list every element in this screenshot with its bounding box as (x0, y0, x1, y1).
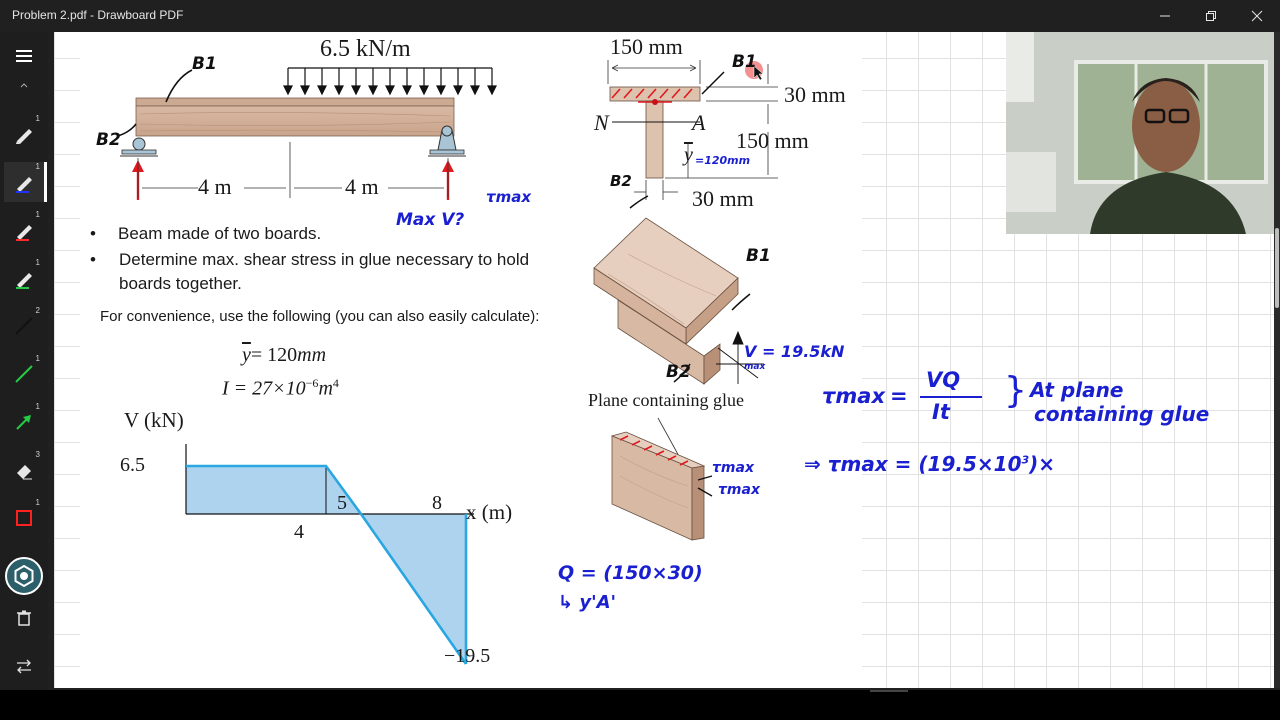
close-icon (1251, 10, 1263, 22)
rectangle-tool[interactable] (4, 498, 44, 538)
tool-badge: 3 (35, 450, 40, 459)
bullet-1: • Beam made of two boards. (90, 224, 322, 243)
restore-icon (1205, 10, 1217, 22)
bullet-dot: • (90, 250, 96, 269)
pen-icon (13, 171, 35, 193)
ink-b2-section: B2 (610, 172, 632, 190)
horizontal-scroll-indicator[interactable] (870, 690, 908, 692)
active-tool-indicator (44, 162, 47, 202)
sfd-positive-area (186, 466, 361, 514)
line-icon (13, 315, 35, 337)
span-right-label: 4 m (345, 174, 379, 199)
sfd-tick-6-5: 6.5 (120, 454, 145, 476)
webcam-feed-image (1006, 32, 1274, 234)
ink-ybar-value: =120mm (695, 154, 751, 167)
swap-button[interactable] (4, 646, 44, 686)
glue-caption: Plane containing glue (588, 390, 744, 410)
web (646, 101, 663, 178)
vertical-scrollbar[interactable] (1274, 32, 1280, 688)
tool-sidebar (0, 32, 48, 692)
collapse-toggle[interactable] (4, 78, 44, 92)
ink-vmax-subscript: max (744, 362, 766, 372)
pen-tool-green[interactable] (4, 258, 44, 298)
beam (136, 98, 454, 136)
sfd-ylabel: V (kN) (124, 408, 184, 432)
section-ybar: $\overline{y}$ (684, 144, 693, 166)
pen-icon (13, 123, 35, 145)
menu-button[interactable] (4, 36, 44, 76)
ink-tau-glue-1: τmax (712, 460, 754, 476)
glue-plane-figure (606, 416, 796, 546)
close-button[interactable] (1234, 0, 1280, 32)
minimize-button[interactable] (1142, 0, 1188, 32)
b1-leader (166, 70, 192, 102)
section-width-label: 150 mm (610, 34, 683, 59)
pen-icon (13, 219, 35, 241)
pen-tool-blue[interactable] (4, 162, 44, 202)
delete-button[interactable] (4, 598, 44, 638)
ink-q-sub: ↳ y'A' (558, 592, 617, 613)
swap-icon (15, 657, 33, 675)
scrollbar-thumb[interactable] (1275, 228, 1279, 308)
tool-badge: 1 (35, 114, 40, 123)
pin-support-left (120, 138, 158, 156)
tool-badge: 1 (35, 210, 40, 219)
webcam-overlay (1006, 32, 1274, 234)
distributed-load (284, 68, 496, 94)
pen-icon (13, 267, 35, 289)
section-web-label: 150 mm (736, 128, 809, 153)
tool-badge: 2 (35, 306, 40, 315)
sfd-tick-5: 5 (337, 492, 347, 514)
tool-badge: 1 (35, 258, 40, 267)
ruler-icon (4, 556, 44, 596)
restore-button[interactable] (1188, 0, 1234, 32)
pen-tool-white[interactable] (4, 114, 44, 154)
ink-eq1-lhs: τmax (822, 384, 885, 408)
rectangle-icon (13, 507, 35, 529)
glue-point (652, 99, 658, 105)
span-left-label: 4 m (198, 174, 232, 199)
arrow-tool[interactable] (4, 402, 44, 442)
eraser-icon (13, 459, 35, 481)
sfd-tick-4: 4 (294, 521, 304, 543)
shear-force-diagram (136, 408, 576, 688)
minimize-icon (1159, 10, 1171, 22)
ink-eq1-numerator: VQ (926, 368, 961, 392)
ink-eq1-equals: = (890, 384, 908, 408)
neutral-axis-a: A (692, 110, 706, 135)
load-label: 6.5 kN/m (320, 36, 411, 62)
window-title: Problem 2.pdf - Drawboard PDF (12, 8, 184, 22)
chevron-icon (19, 81, 29, 89)
tool-badge: 1 (35, 402, 40, 411)
ink-tau-max-top: τmax (486, 188, 531, 206)
section-flange-label: 30 mm (784, 82, 846, 107)
ink-tau-glue-2: τmax (718, 482, 760, 498)
convenience-note: For convenience, use the following (you can also easily calculate): (100, 308, 540, 325)
ruler-button[interactable] (4, 554, 44, 598)
span-dimensions (138, 142, 448, 198)
ink-b1-section: B1 (732, 52, 757, 72)
ink-fraction-bar (920, 396, 982, 398)
sfd-tick-8: 8 (432, 492, 442, 514)
arrow-icon (13, 411, 35, 433)
ink-eq1-denominator: It (932, 400, 950, 424)
sfd-tick-minus-19-5: −19.5 (444, 645, 491, 667)
b2-section-leader (630, 196, 648, 208)
neutral-axis-n: N (594, 110, 609, 135)
bottom-bar (0, 690, 1280, 720)
section-web-thickness-label: 30 mm (692, 186, 754, 211)
b1-section-leader (702, 72, 724, 94)
ink-max-v: Max V? (396, 210, 465, 230)
ink-eq2: ⇒ $\tau\max = (19.5\times 10^3)\times$ (804, 452, 1056, 476)
ink-vmax: V = 19.5kN (744, 342, 845, 361)
bullet-dot: • (90, 224, 96, 243)
eq-ybar: $\overline{y}= 120mm$ (242, 344, 327, 366)
eq-inertia: $I = 27\times 10^{-6}m^4$ (222, 376, 339, 400)
tool-badge: 1 (35, 498, 40, 507)
ink-brace: } (1004, 370, 1027, 411)
trash-icon (15, 609, 33, 627)
ink-eq1-note-2: containing glue (1034, 402, 1210, 426)
bullet-2: • Determine max. shear stress in glue necessary to hold boards together. (90, 250, 530, 293)
sfd-xlabel: x (m) (466, 500, 513, 524)
ink-b1-beam: B1 (192, 54, 217, 74)
reaction-arrows (132, 160, 454, 200)
ink-b1-iso: B1 (746, 246, 771, 266)
line-tool-green[interactable] (4, 354, 44, 394)
ink-q-equation: Q = (150×30) (558, 562, 703, 584)
line-icon (13, 363, 35, 385)
line-tool-black[interactable] (4, 306, 44, 346)
ink-b2-beam: B2 (96, 130, 121, 150)
ink-eq1-note-1: At plane (1030, 378, 1124, 402)
eraser-tool[interactable] (4, 450, 44, 490)
tool-badge: 1 (35, 162, 40, 171)
hamburger-icon (14, 48, 34, 64)
isometric-beam-figure (588, 214, 818, 404)
ink-b2-iso: B2 (666, 362, 691, 382)
title-bar (0, 0, 1280, 32)
pen-tool-red[interactable] (4, 210, 44, 250)
tool-badge: 1 (35, 354, 40, 363)
